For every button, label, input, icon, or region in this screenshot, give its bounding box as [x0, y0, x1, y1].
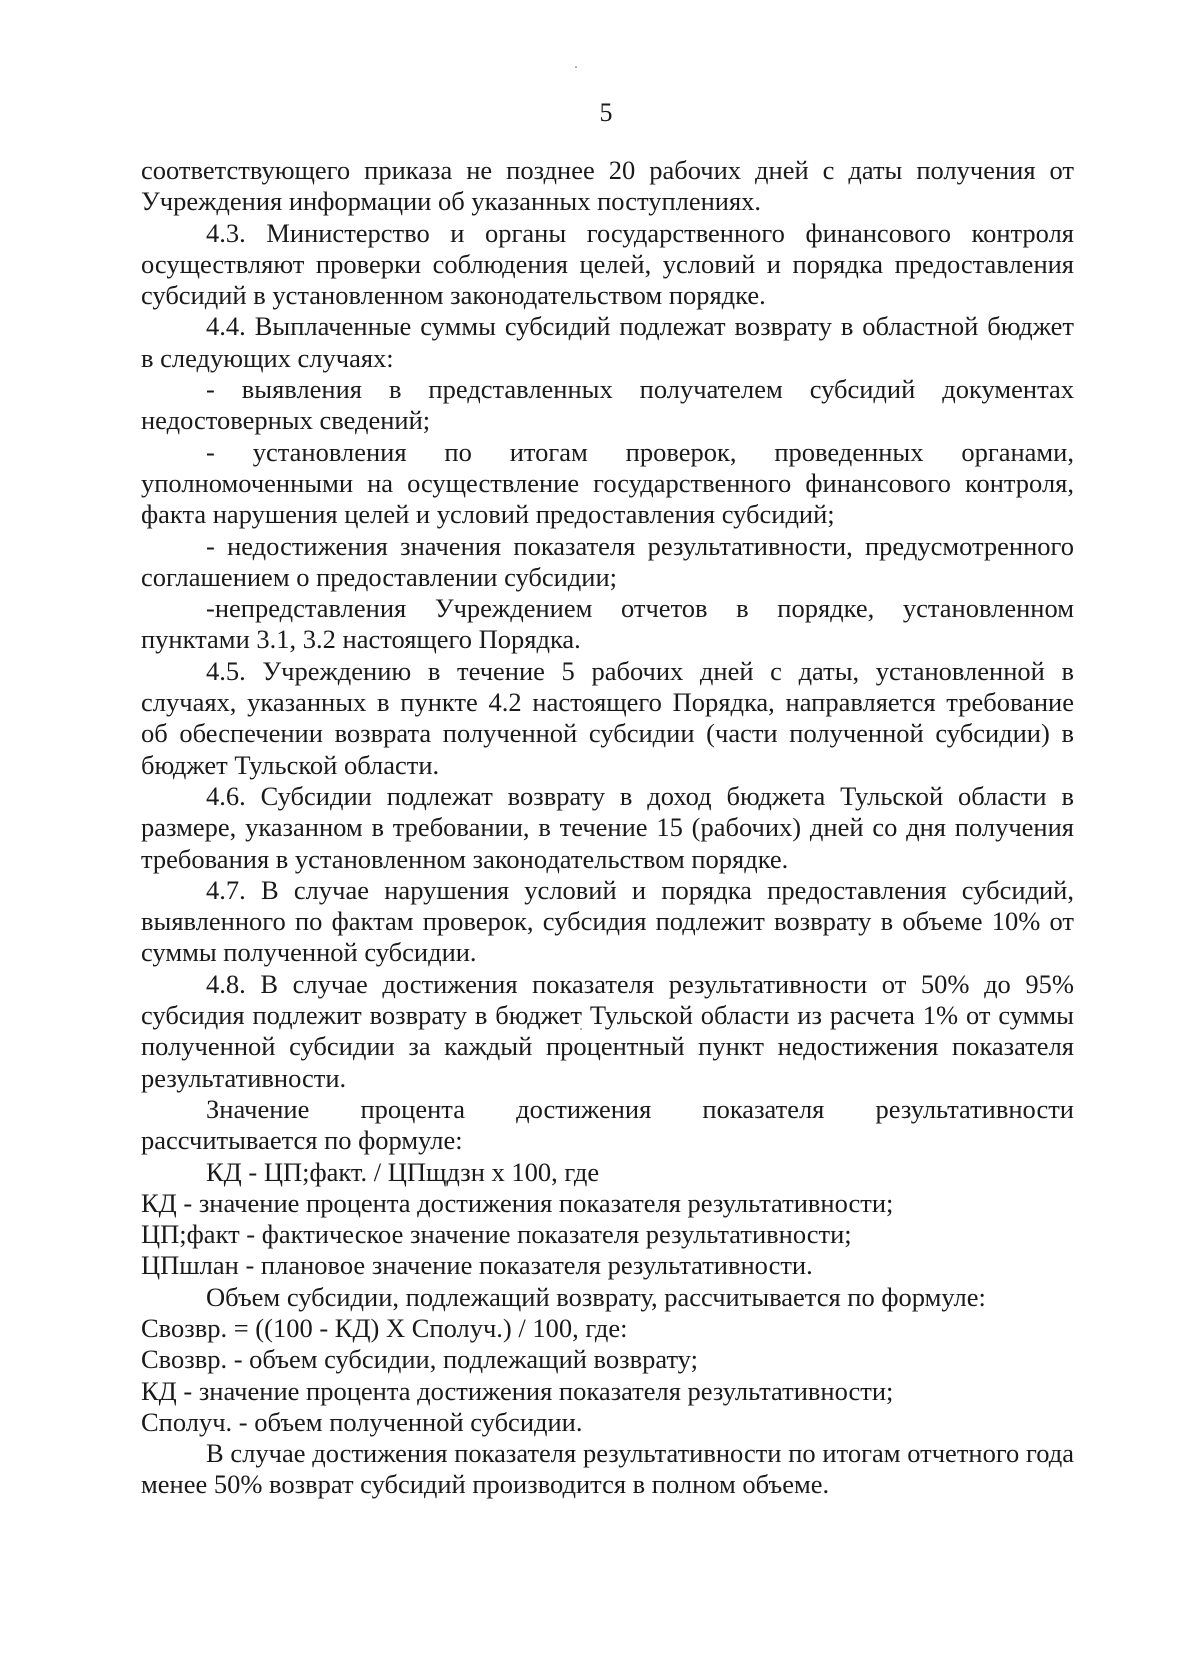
formula-refund: Свозвр. = ((100 - КД) X Сполуч.) / 100, где: [141, 1312, 628, 1343]
definition-received: Сполуч. - объем полученной субсидии. [141, 1406, 583, 1437]
formula-intro: Значение процента достижения показателя результативности рассчитывается по формуле: [141, 1093, 1074, 1156]
paragraph-4-5: 4.5. Учреждению в течение 5 рабочих дней с даты, установленной в случаях, указанных в пункте 4.2 настоящего Порядка, направляется требование об обеспечении возврата полученной субсидии (части полученной субсидии) в бюджет Тульской области. [141, 655, 1074, 780]
list-item-violations: - установления по итогам проверок, проведенных органами, уполномоченными на осуществление государственного финансового контроля, факта нарушения целей и условий предоставления субсидий; [141, 436, 1074, 530]
list-item-false-info: - выявления в представленных получателем субсидий документах недостоверных сведений; [141, 374, 1074, 436]
paragraph-4-6: 4.6. Субсидии подлежат возврату в доход бюджета Тульской области в размере, указанном в требовании, в течение 15 (рабочих) дней со дня получения требования в установленном законодательством порядке. [141, 780, 1074, 874]
list-item-indicator-not-reached: - недостижения значения показателя результативности, предусмотренного соглашением о предоставлении субсидии; [141, 530, 1074, 592]
paragraph-4-7: 4.7. В случае нарушения условий и порядка предоставления субсидий, выявленного по фактам проверок, субсидия подлежит возврату в объеме 10% от суммы полученной субсидии. [141, 874, 1074, 968]
page-number: 5 [599, 98, 613, 127]
definition-cp-plan: ЦПшлан - плановое значение показателя результативности. [141, 1250, 813, 1281]
definition-kd: КД - значение процента достижения показателя результативности; [141, 1187, 894, 1218]
paragraph-4-8: 4.8. В случае достижения показателя результативности от 50% до 95% субсидия подлежит возврату в бюджет Тульской области из расчета 1% от суммы полученной субсидии за каждый процентный пункт недостижения показателя результативности. [141, 968, 1074, 1093]
definition-cp-fact: ЦП;факт - фактическое значение показателя результативности; [141, 1219, 852, 1250]
paragraph-4-3: 4.3. Министерство и органы государственного финансового контроля осуществляют проверки соблюдения целей, условий и порядка предоставления субсидий в установленном законодательством порядке. [141, 217, 1074, 311]
formula-kd: КД - ЦП;факт. / ЦПщдзн х 100, где [206, 1156, 600, 1187]
scan-speck [575, 66, 577, 68]
definition-kd-repeat: КД - значение процента достижения показателя результативности; [141, 1375, 894, 1406]
paragraph-continuation: соответствующего приказа не позднее 20 рабочих дней с даты получения от Учреждения информации об указанных поступлениях. [141, 155, 1074, 217]
paragraph-4-4: 4.4. Выплаченные суммы субсидий подлежат возврату в областной бюджет в следующих случаях: [141, 311, 1074, 373]
paragraph-full-refund: В случае достижения показателя результативности по итогам отчетного года менее 50% возврат субсидий производится в полном объеме. [141, 1438, 1074, 1500]
list-item-no-reports: -непредставления Учреждением отчетов в порядке, установленном пунктами 3.1, 3.2 настоящего Порядка. [141, 593, 1074, 655]
refund-formula-intro: Объем субсидии, подлежащий возврату, рассчитывается по формуле: [206, 1281, 986, 1312]
definition-refund: Свозвр. - объем субсидии, подлежащий возврату; [141, 1344, 698, 1375]
document-body [141, 155, 1074, 1501]
